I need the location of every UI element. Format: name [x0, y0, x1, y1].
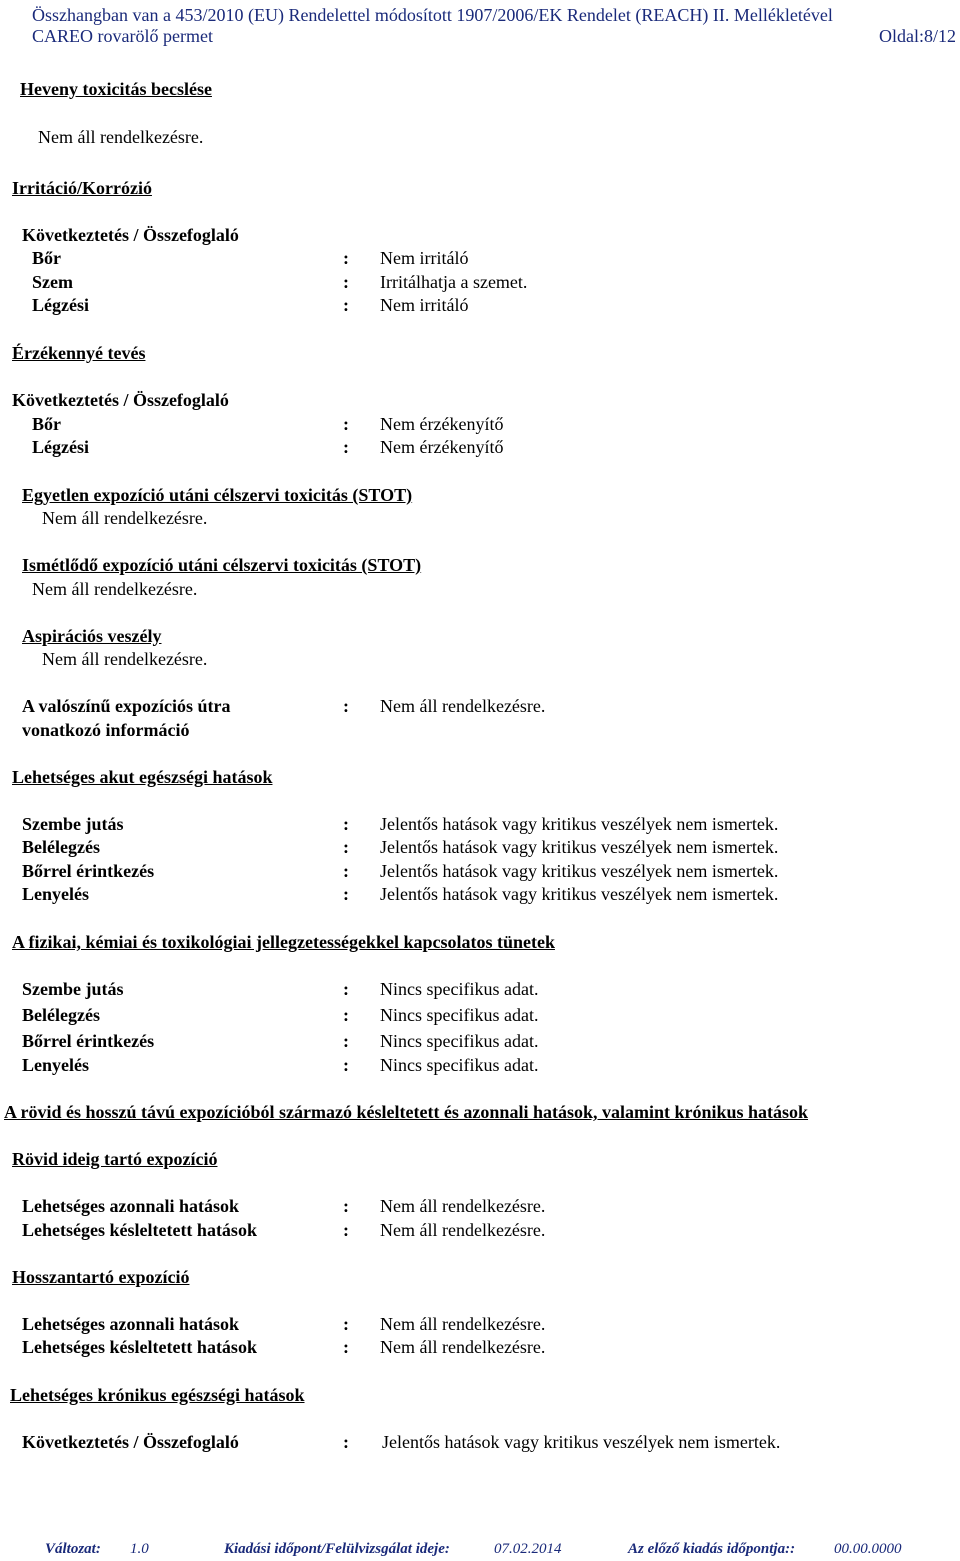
- symptoms-skin-label: Bőrrel érintkezés: [22, 1031, 155, 1051]
- colon: :: [343, 1432, 349, 1452]
- acute-effects-title: Lehetséges akut egészségi hatások: [12, 767, 273, 787]
- colon: :: [343, 979, 349, 999]
- irritation-eye-value: Irritálhatja a szemet.: [380, 272, 528, 292]
- stot-repeat-title: Ismétlődő expozíció utáni célszervi toxicitás (STOT): [22, 555, 422, 575]
- short-delayed-label: Lehetséges késleltetett hatások: [22, 1220, 257, 1240]
- acute-tox-title: Heveny toxicitás becslése: [20, 79, 212, 99]
- symptoms-ingestion-label: Lenyelés: [22, 1055, 89, 1075]
- colon: :: [343, 248, 349, 268]
- acute-eye-label: Szembe jutás: [22, 814, 124, 834]
- acute-inhalation-value: Jelentős hatások vagy kritikus veszélyek nem ismertek.: [380, 837, 779, 857]
- colon: :: [343, 1196, 349, 1216]
- delayed-effects-title: A rövid és hosszú távú expozícióból származó késleltetett és azonnali hatások, valamint krónikus hatások: [4, 1102, 809, 1122]
- exposure-route-label-2: vonatkozó információ: [22, 720, 190, 740]
- symptoms-eye-value: Nincs specifikus adat.: [380, 979, 539, 999]
- symptoms-skin-value: Nincs specifikus adat.: [380, 1031, 539, 1051]
- colon: :: [343, 1220, 349, 1240]
- long-delayed-value: Nem áll rendelkezésre.: [380, 1337, 546, 1357]
- irritation-summary: Következtetés / Összefoglaló: [22, 225, 239, 245]
- colon: :: [343, 861, 349, 881]
- colon: :: [343, 272, 349, 292]
- long-immediate-value: Nem áll rendelkezésre.: [380, 1314, 546, 1334]
- colon: :: [343, 837, 349, 857]
- irritation-skin-label: Bőr: [32, 248, 61, 268]
- colon: :: [343, 295, 349, 315]
- symptoms-inhalation-value: Nincs specifikus adat.: [380, 1005, 539, 1025]
- acute-inhalation-label: Belélegzés: [22, 837, 100, 857]
- footer-prev-date: 00.00.0000: [834, 1541, 902, 1557]
- irritation-title: Irritáció/Korrózió: [12, 178, 152, 198]
- long-exposure-title: Hosszantartó expozíció: [12, 1267, 190, 1287]
- stot-single-text: Nem áll rendelkezésre.: [42, 508, 208, 528]
- symptoms-title: A fizikai, kémiai és toxikológiai jellegzetességekkel kapcsolatos tünetek: [12, 932, 555, 952]
- colon: :: [343, 1055, 349, 1075]
- chronic-title: Lehetséges krónikus egészségi hatások: [10, 1385, 305, 1405]
- sensitization-summary: Következtetés / Összefoglaló: [12, 390, 229, 410]
- irritation-skin-value: Nem irritáló: [380, 248, 469, 268]
- sensitization-resp-value: Nem érzékenyítő: [380, 437, 504, 457]
- acute-eye-value: Jelentős hatások vagy kritikus veszélyek nem ismertek.: [380, 814, 779, 834]
- footer-issue-date: 07.02.2014: [494, 1541, 562, 1557]
- page-number: Oldal:8/12: [879, 26, 956, 46]
- aspiration-title: Aspirációs veszély: [22, 626, 162, 646]
- colon: :: [343, 884, 349, 904]
- footer-version: 1.0: [130, 1541, 149, 1557]
- colon: :: [343, 414, 349, 434]
- acute-ingestion-label: Lenyelés: [22, 884, 89, 904]
- footer-issue-label: Kiadási időpont/Felülvizsgálat ideje:: [224, 1541, 450, 1557]
- colon: :: [343, 696, 349, 716]
- colon: :: [343, 437, 349, 457]
- short-immediate-label: Lehetséges azonnali hatások: [22, 1196, 240, 1216]
- chronic-summary-label: Következtetés / Összefoglaló: [22, 1432, 239, 1452]
- acute-skin-value: Jelentős hatások vagy kritikus veszélyek nem ismertek.: [380, 861, 779, 881]
- footer-prev-label: Az előző kiadás időpontja::: [628, 1541, 796, 1557]
- short-immediate-value: Nem áll rendelkezésre.: [380, 1196, 546, 1216]
- aspiration-text: Nem áll rendelkezésre.: [42, 649, 208, 669]
- exposure-route-label-1: A valószínű expozíciós útra: [22, 696, 231, 716]
- chronic-summary-value: Jelentős hatások vagy kritikus veszélyek nem ismertek.: [382, 1432, 781, 1452]
- short-exposure-title: Rövid ideig tartó expozíció: [12, 1149, 218, 1169]
- irritation-resp-label: Légzési: [32, 295, 89, 315]
- sensitization-resp-label: Légzési: [32, 437, 89, 457]
- acute-ingestion-value: Jelentős hatások vagy kritikus veszélyek nem ismertek.: [380, 884, 779, 904]
- stot-single-title: Egyetlen expozíció utáni célszervi toxicitás (STOT): [22, 485, 413, 505]
- irritation-resp-value: Nem irritáló: [380, 295, 469, 315]
- colon: :: [343, 1337, 349, 1357]
- colon: :: [343, 1005, 349, 1025]
- colon: :: [343, 814, 349, 834]
- sensitization-skin-label: Bőr: [32, 414, 61, 434]
- acute-tox-text: Nem áll rendelkezésre.: [38, 127, 204, 147]
- long-delayed-label: Lehetséges késleltetett hatások: [22, 1337, 257, 1357]
- irritation-eye-label: Szem: [32, 272, 73, 292]
- product-name: CAREO rovarölő permet: [32, 26, 213, 46]
- footer-version-label: Változat:: [45, 1541, 101, 1557]
- colon: :: [343, 1031, 349, 1051]
- long-immediate-label: Lehetséges azonnali hatások: [22, 1314, 240, 1334]
- symptoms-ingestion-value: Nincs specifikus adat.: [380, 1055, 539, 1075]
- short-delayed-value: Nem áll rendelkezésre.: [380, 1220, 546, 1240]
- exposure-route-value: Nem áll rendelkezésre.: [380, 696, 546, 716]
- regulation-header: Összhangban van a 453/2010 (EU) Rendelettel módosított 1907/2006/EK Rendelet (REACH) II. Mellékletével: [32, 5, 833, 25]
- colon: :: [343, 1314, 349, 1334]
- stot-repeat-text: Nem áll rendelkezésre.: [32, 579, 198, 599]
- sensitization-skin-value: Nem érzékenyítő: [380, 414, 504, 434]
- acute-skin-label: Bőrrel érintkezés: [22, 861, 155, 881]
- symptoms-eye-label: Szembe jutás: [22, 979, 124, 999]
- sensitization-title: Érzékennyé tevés: [12, 343, 146, 363]
- symptoms-inhalation-label: Belélegzés: [22, 1005, 100, 1025]
